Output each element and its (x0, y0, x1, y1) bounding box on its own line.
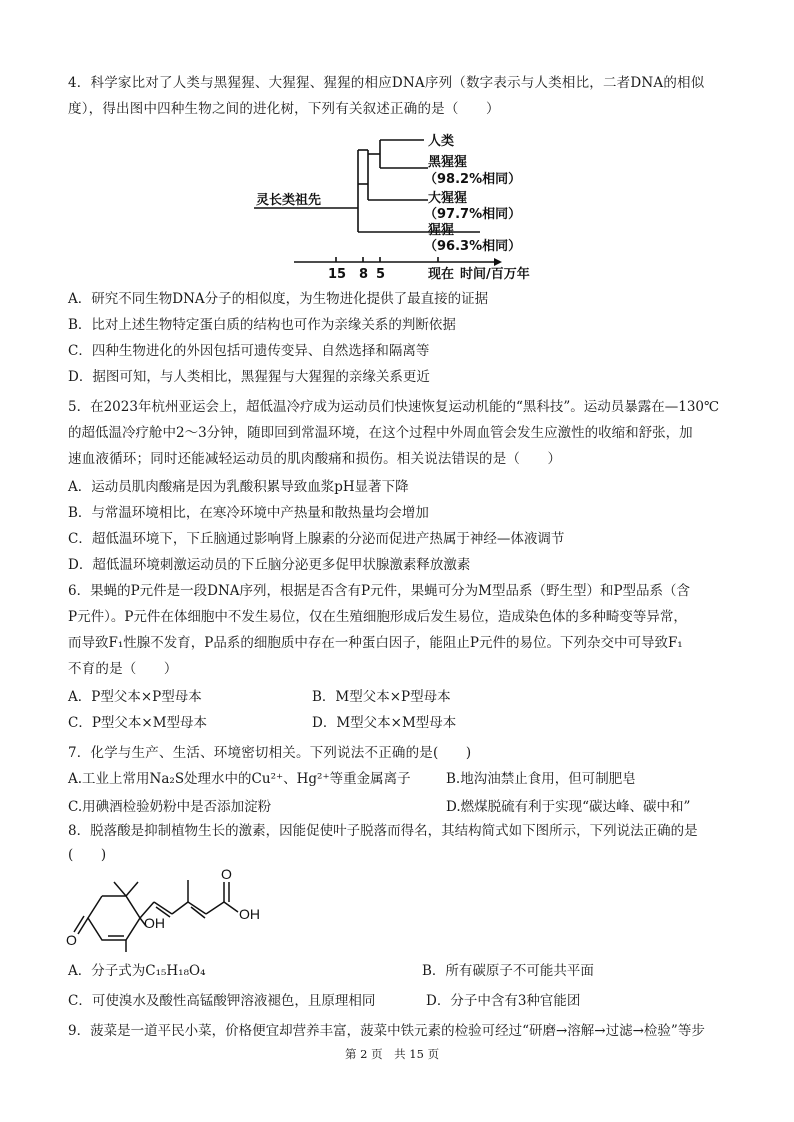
q4-option-c: C．四种生物进化的外因包括可遗传变异、自然选择和隔离等 (68, 343, 430, 359)
q7-option-c: C.用碘酒检验奶粉中是否添加淀粉 (68, 799, 272, 815)
q6-stem-line4: 不育的是（ ） (68, 661, 178, 677)
q8-option-b: B．所有碳原子不可能共平面 (422, 963, 594, 979)
q7-option-d: D.燃煤脱硫有利于实现“碳达峰、碳中和” (446, 799, 691, 815)
tree-chimp-pct: （98.2%相同） (424, 172, 522, 187)
q6-option-d: D．M型父本×M型母本 (312, 715, 457, 731)
chain-bond-5 (206, 902, 224, 914)
q4-option-d: D．据图可知，与人类相比，黑猩猩与大猩猩的亲缘关系更近 (68, 369, 430, 385)
q7-stem: 7．化学与生产、生活、环境密切相关。下列说法不正确的是( ) (68, 745, 472, 761)
ketone-bond (78, 918, 88, 934)
tree-gorilla-label: 大猩猩 (428, 191, 468, 206)
tree-orangutan-label: 猩猩 (428, 223, 455, 238)
ring-bonds (88, 896, 140, 940)
time-axis-arrow (494, 258, 502, 266)
q5-option-c: C．超低温环境下，下丘脑通过影响肾上腺素的分泌而促进产热属于神经—体液调节 (68, 531, 565, 547)
q6-stem-line2: P元件）。P元件在体细胞中不发生易位，仅在生殖细胞形成后发生易位，造成染色体的多种畸变等异常， (68, 609, 687, 625)
time-tick-label-15: 15 (328, 267, 347, 282)
time-tick-label-8: 8 (359, 267, 369, 282)
tree-human-label: 人类 (428, 134, 455, 149)
q6-stem-line1: 6．果蝇的P元件是一段DNA序列，根据是否含有P元件，果蝇可分为M型品系（野生型）和P型品系（含 (68, 583, 691, 599)
q5-stem-line1: 5．在2023年杭州亚运会上，超低温冷疗成为运动员们快速恢复运动机能的“黑科技”。运动员暴露在—130℃ (68, 399, 720, 415)
q7-option-b: B.地沟油禁止食用，但可制肥皂 (446, 771, 636, 787)
q5-stem-line2: 的超低温冷疗舱中2～3分钟，随即回到常温环境，在这个过程中外周血管会发生应激性的收缩和舒张，加 (68, 425, 693, 441)
tree-gorilla-pct: （97.7%相同） (424, 207, 522, 222)
q9-stem-line1: 9．菠菜是一道平民小菜，价格便宜却营养丰富，菠菜中铁元素的检验可经过“研磨→溶解→过滤→检验”等步 (68, 1023, 705, 1039)
abscisic-acid-structure (66, 866, 286, 952)
evolution-tree-diagram (250, 128, 550, 284)
q4-stem-line2: 度），得出图中四种生物之间的进化树，下列有关叙述正确的是（ ） (68, 101, 500, 117)
chain-bond-3 (172, 902, 188, 914)
tree-ancestor-label: 灵长类祖先 (256, 193, 322, 208)
acid-hydroxyl: OH (239, 906, 260, 922)
q5-stem-line3: 速血液循环；同时还能减轻运动员的肌肉酸痛和损伤。相关说法错误的是（ ） (68, 451, 562, 467)
q6-stem-line3: 而导致F₁性腺不发育，P品系的细胞质中存在一种蛋白因子，能阻止P元件的易位。下列杂交中可导致F₁ (68, 635, 683, 651)
q5-option-a: A．运动员肌肉酸痛是因为乳酸积累导致血浆pH显著下降 (68, 479, 409, 495)
q6-option-c: C．P型父本×M型母本 (68, 715, 208, 731)
q7-option-a: A.工业上常用Na₂S处理水中的Cu²⁺、Hg²⁺等重金属离子 (68, 771, 411, 787)
q4-stem-line1: 4．科学家比对了人类与黑猩猩、大猩猩、猩猩的相应DNA序列（数字表示与人类相比，二者DNA的相似 (68, 75, 705, 91)
methyl-bond-2 (126, 882, 138, 896)
q5-option-d: D．超低温环境刺激运动员的下丘脑分泌更多促甲状腺激素释放激素 (68, 557, 471, 573)
q8-option-c: C．可使溴水及酸性高锰酸钾溶液褪色，且原理相同 (68, 993, 376, 1009)
ketone-double (74, 916, 84, 932)
ring-hydroxyl: OH (144, 915, 165, 931)
tree-chimp-label: 黑猩猩 (428, 155, 468, 170)
q8-option-a: A．分子式为C₁₅H₁₈O₄ (68, 963, 206, 979)
q5-option-b: B．与常温环境相比，在寒冷环境中产热量和散热量均会增加 (68, 505, 429, 521)
q6-option-b: B．M型父本×P型母本 (312, 689, 451, 705)
q8-stem-line2: ( ) (68, 847, 107, 863)
acid-oh-bond (224, 902, 238, 912)
q8-stem-line1: 8．脱落酸是抑制植物生长的激素，因能促使叶子脱落而得名，其结构简式如下图所示，下列说法正确的是 (68, 823, 698, 839)
page-footer: 第 2 页 共 15 页 (345, 1047, 440, 1061)
q6-option-a: A．P型父本×P型母本 (68, 689, 202, 705)
time-axis-title: 时间/百万年 (460, 267, 530, 282)
time-tick-label-5: 5 (376, 267, 386, 282)
q8-option-d: D．分子中含有3种官能团 (426, 993, 581, 1009)
methyl-bond-1 (114, 882, 126, 896)
q4-option-a: A．研究不同生物DNA分子的相似度，为生物进化提供了最直接的证据 (68, 291, 489, 307)
tree-orangutan-pct: （96.3%相同） (424, 239, 522, 254)
ketone-oxygen: O (66, 932, 77, 948)
acid-oxygen: O (221, 866, 232, 882)
q4-option-b: B．比对上述生物特定蛋白质的结构也可作为亲缘关系的判断依据 (68, 317, 456, 333)
time-now-label: 现在 (428, 267, 455, 282)
